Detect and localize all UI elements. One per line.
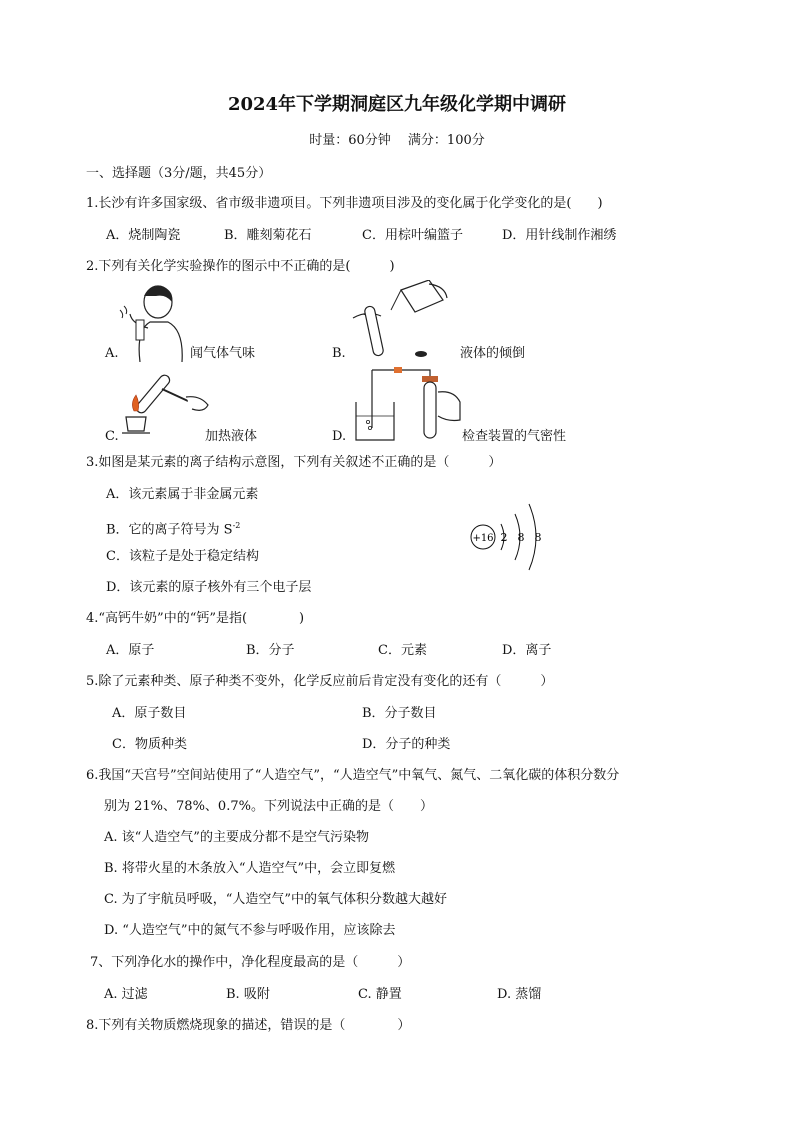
q2-option-d-letter[interactable]: D. <box>332 429 347 444</box>
q2-option-d-caption: 检查装置的气密性 <box>462 429 567 444</box>
shell-2-electrons: 8 <box>517 531 525 544</box>
shell-3-electrons: 8 <box>534 531 542 544</box>
q3-option-b-charge: -2 <box>232 521 241 530</box>
q2-option-b-letter[interactable]: B. <box>332 346 346 361</box>
q7-option-d[interactable]: D. 蒸馏 <box>497 987 542 1002</box>
ion-structure-diagram <box>465 500 555 574</box>
q6-stem-line1: 6.我国“天宫号”空间站使用了“人造空气”，“人造空气”中氧气、氮气、二氧化碳的体积分数分 <box>86 768 620 783</box>
q1-option-a[interactable]: A．烧制陶瓷 <box>106 228 181 243</box>
q1-option-c[interactable]: C．用棕叶编篮子 <box>362 228 463 243</box>
q4-option-a[interactable]: A．原子 <box>106 643 155 658</box>
section-heading: 一、选择题（3分/题，共45分） <box>86 166 272 181</box>
q7-option-b[interactable]: B. 吸附 <box>226 987 270 1002</box>
q5-option-b[interactable]: B．分子数目 <box>362 706 437 721</box>
q5-option-c[interactable]: C．物质种类 <box>112 737 187 752</box>
q3-option-d[interactable]: D．该元素的原子核外有三个电子层 <box>106 580 312 595</box>
q5-stem: 5.除了元素种类、原子种类不变外，化学反应前后肯定没有变化的还有（ ） <box>86 674 554 689</box>
airtightness-check-figure-icon <box>350 362 462 444</box>
nucleus-charge: +16 <box>472 533 494 544</box>
q2-option-a-caption: 闻气体气味 <box>190 346 256 361</box>
q3-option-b[interactable] <box>106 518 240 538</box>
q3-option-c[interactable]: C．该粒子是处于稳定结构 <box>106 549 259 564</box>
q4-option-d[interactable]: D．离子 <box>502 643 552 658</box>
exam-info: 时量：60分钟 满分：100分 <box>309 133 485 148</box>
q6-stem-line2: 别为 21%、78%、0.7%。下列说法中正确的是（ ） <box>104 799 433 814</box>
q4-option-b[interactable]: B．分子 <box>246 643 295 658</box>
q6-option-b[interactable]: B. 将带火星的木条放入“人造空气”中，会立即复燃 <box>104 861 396 876</box>
q8-stem: 8.下列有关物质燃烧现象的描述，错误的是（ ） <box>86 1018 411 1033</box>
q2-stem: 2.下列有关化学实验操作的图示中不正确的是( ) <box>86 259 395 274</box>
q3-option-a[interactable]: A．该元素属于非金属元素 <box>106 487 259 502</box>
q2-option-a-letter[interactable]: A. <box>105 346 119 361</box>
q4-option-c[interactable]: C．元素 <box>378 643 427 658</box>
pouring-liquid-figure-icon <box>345 280 450 362</box>
q2-option-c-caption: 加热液体 <box>205 429 258 444</box>
q1-option-d[interactable]: D．用针线制作湘绣 <box>502 228 617 243</box>
q6-option-d[interactable]: D. “人造空气”中的氮气不参与呼吸作用，应该除去 <box>104 923 396 938</box>
q1-stem: 1.长沙有许多国家级、省市级非遗项目。下列非遗项目涉及的变化属于化学变化的是( ) <box>86 196 603 211</box>
q6-option-c[interactable]: C. 为了宇航员呼吸，“人造空气”中的氧气体积分数越大越好 <box>104 892 448 907</box>
shell-1-electrons: 2 <box>500 531 508 544</box>
smelling-gas-figure-icon <box>118 284 188 362</box>
q3-option-b-text: B．它的离子符号为 S <box>106 522 233 538</box>
page-title: 2024年下学期洞庭区九年级化学期中调研 <box>227 94 567 115</box>
q4-stem: 4.“高钙牛奶”中的“钙”是指( ) <box>86 611 305 626</box>
heating-liquid-figure-icon <box>118 365 213 440</box>
q1-option-b[interactable]: B．雕刻菊花石 <box>224 228 312 243</box>
q2-option-c-letter[interactable]: C. <box>105 429 119 444</box>
q7-stem: 7、下列净化水的操作中，净化程度最高的是（ ） <box>90 955 411 970</box>
q5-option-a[interactable]: A．原子数目 <box>112 706 187 721</box>
q3-stem: 3.如图是某元素的离子结构示意图，下列有关叙述不正确的是（ ） <box>86 455 502 470</box>
q5-option-d[interactable]: D．分子的种类 <box>362 737 451 752</box>
q2-option-b-caption: 液体的倾倒 <box>460 346 526 361</box>
q7-option-c[interactable]: C. 静置 <box>358 987 402 1002</box>
q7-option-a[interactable]: A. 过滤 <box>104 987 148 1002</box>
q6-option-a[interactable]: A. 该“人造空气”的主要成分都不是空气污染物 <box>104 830 369 845</box>
